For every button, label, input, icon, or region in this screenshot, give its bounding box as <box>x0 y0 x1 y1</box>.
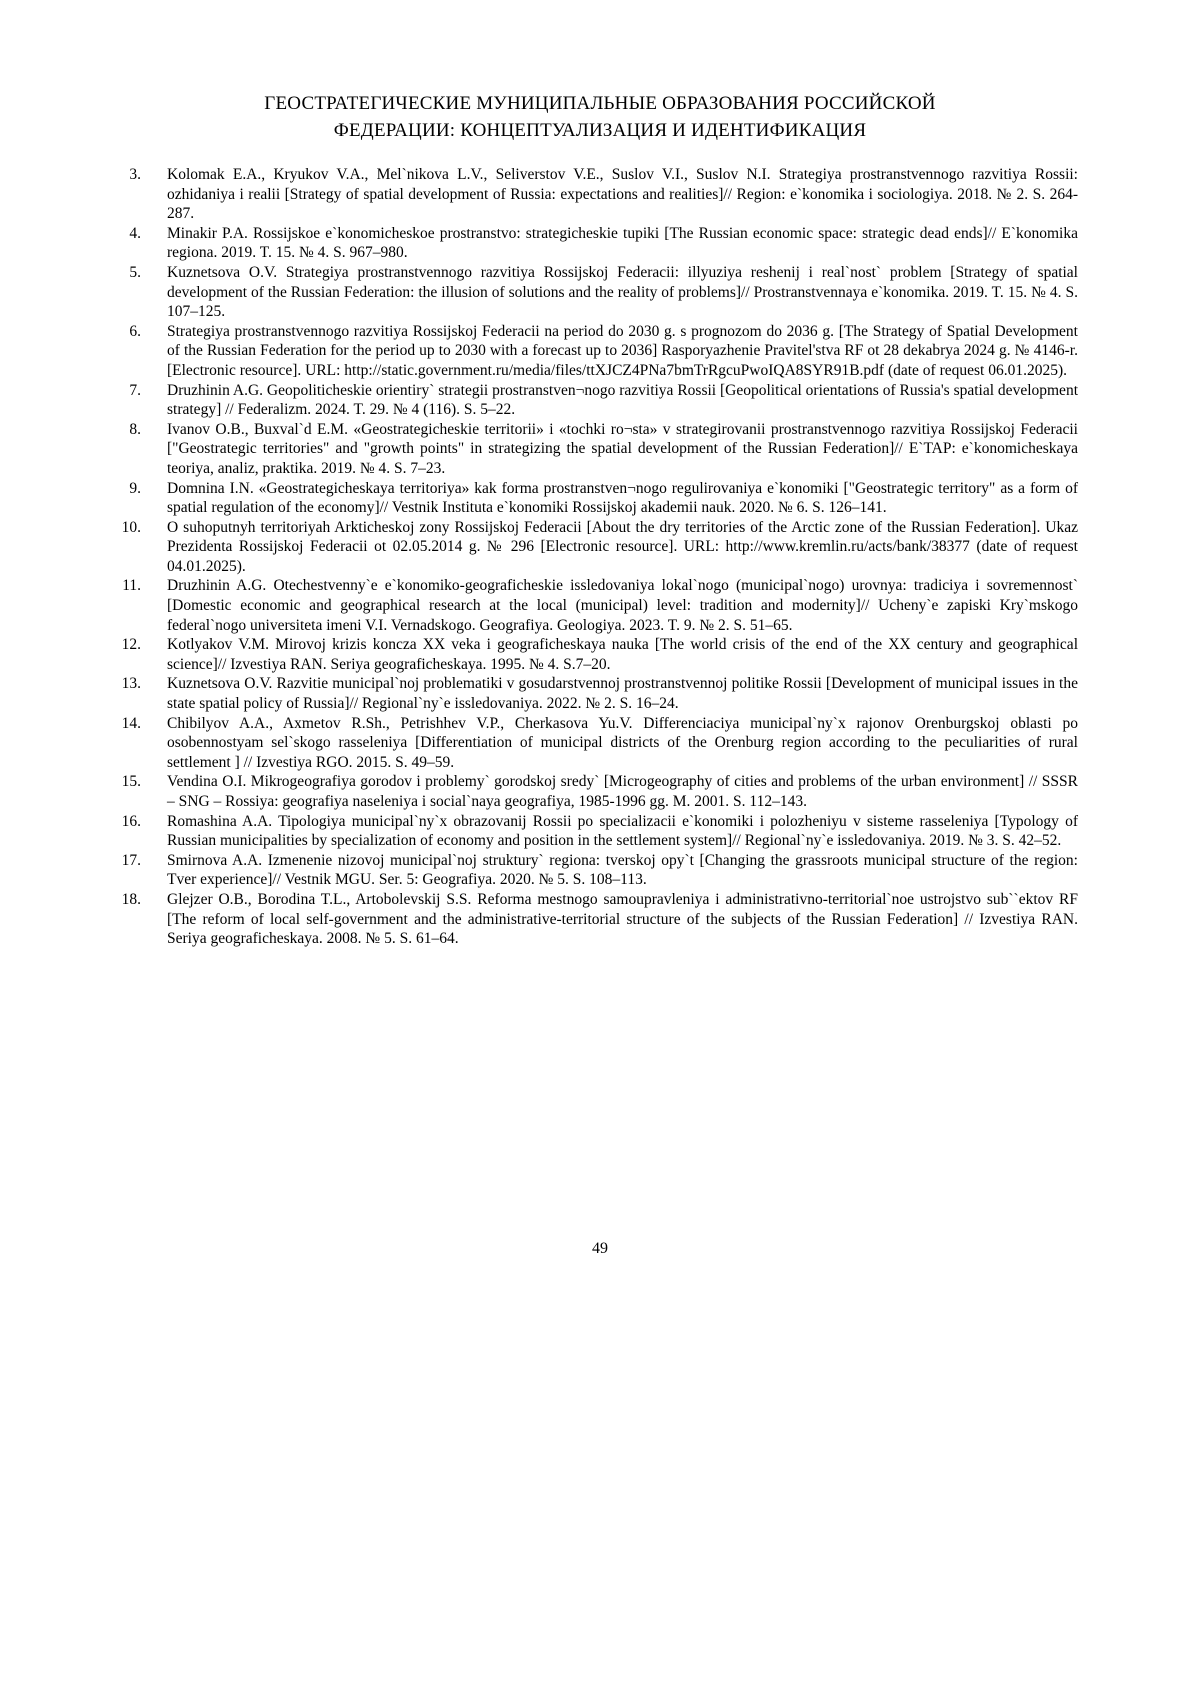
reference-item <box>120 479 1078 518</box>
reference-text: Kolomak E.A., Kryukov V.A., Mel`nikova L.V., Seliverstov V.E., Suslov V.I., Suslov N.I. Strategiya prostranstvennogo razvitiya Rossii: ozhidaniya i realii [Strategy of spatial development of Russia: expectations and realities]// Region: e`konomika i sociologiya. 2018. № 2. S. 264-287. <box>167 166 1078 223</box>
reference-text: Kuznetsova O.V. Strategiya prostranstvennogo razvitiya Rossijskoj Federacii: illyuziya reshenij i real`nost` problem [Strategy of spatial development of the Russian Federation: the illusion of solutions and the reality of problems]// Prostranstvennaya e`konomika. 2019. T. 15. № 4. S. 107–125. <box>167 263 1078 321</box>
reference-text: Romashina A.A. Tipologiya municipal`ny`x obrazovanij Rossii po specializacii e`konomiki i polozheniyu v sisteme rasseleniya [Typology of Russian municipalities by specialization of economy and position in the settlement system]// Regional`ny`e issledovaniya. 2019. № 3. S. 42–52. <box>167 812 1078 850</box>
reference-number: 4. <box>129 224 141 242</box>
reference-item <box>120 263 1078 322</box>
reference-number: 10. <box>121 518 141 536</box>
reference-text: Minakir P.A. Rossijskoe e`konomicheskoe prostranstvo: strategicheskie tupiki [The Russian economic space: strategic dead ends]// E`konomika regiona. 2019. T. 15. № 4. S. 967–980. <box>167 224 1078 262</box>
reference-number: 12. <box>121 636 141 654</box>
reference-item <box>120 576 1078 635</box>
reference-item <box>120 812 1078 851</box>
reference-number: 14. <box>121 714 141 732</box>
reference-text: Kotlyakov V.M. Mirovoj krizis koncza XX veka i geograficheskaya nauka [The world crisis of the end of the XX century and geographical science]// Izvestiya RAN. Seriya geograficheskaya. 1995. № 4. S.7–20. <box>167 636 1078 673</box>
reference-number: 6. <box>129 322 141 340</box>
paper-title-line2: ФЕДЕРАЦИИ: КОНЦЕПТУАЛИЗАЦИЯ И ИДЕНТИФИКАЦИЯ <box>333 120 867 141</box>
reference-item <box>120 635 1078 674</box>
reference-text: Vendina O.I. Mikrogeografiya gorodov i problemy` gorodskoj sredy` [Microgeography of cities and problems of the urban environment] // SSSR – SNG – Rossiya: geografiya naseleniya i social`naya geografiya, 1985-1996 gg. M. 2001. S. 112–143. <box>167 773 1078 810</box>
reference-text: Domnina I.N. «Geostrategicheskaya territoriya» kak forma prostranstven¬nogo regulirovaniya e`konomiki ["Geostrategic territory" as a form of spatial regulation of the economy]// Vestnik Instituta e`konomiki Rossijskoj akademii nauk. 2020. № 6. S. 126–141. <box>167 479 1078 517</box>
reference-number: 17. <box>121 851 141 869</box>
reference-number: 5. <box>129 263 141 281</box>
reference-text: Druzhinin A.G. Otechestvenny`e e`konomiko-geograficheskie issledovaniya lokal`nogo (municipal`nogo) urovnya: tradiciya i sovremennost` [Domestic economic and geographical research at the local (municipal) level: tradition and modernity]// Ucheny`e zapiski Kry`mskogo federal`nogo universiteta imeni V.I. Vernadskogo. Geografiya. Geologiya. 2023. T. 9. № 2. S. 51–65. <box>167 577 1078 634</box>
reference-number: 18. <box>121 890 141 908</box>
reference-item <box>120 322 1078 381</box>
reference-number: 13. <box>121 675 141 693</box>
reference-text: Chibilyov A.A., Axmetov R.Sh., Petrishhev V.P., Cherkasova Yu.V. Differenciaciya municipal`ny`x rajonov Orenburgskoj oblasti po osobennostyam sel`skogo rasseleniya [Differentiation of municipal districts of the Orenburg region according to the peculiarities of rural settlement ] // Izvestiya RGO. 2015. S. 49–59. <box>167 714 1078 771</box>
paper-title <box>0 0 1200 144</box>
reference-text: Strategiya prostranstvennogo razvitiya Rossijskoj Federacii na period do 2030 g. s prognozom do 2036 g. [The Strategy of Spatial Development of the Russian Federation for the period up to 2030 with a forecast up to 2036] Rasporyazhenie Pravitel'stva RF ot 28 dekabrya 2024 g. № 4146-r. [Electronic resource]. URL: http://static.government.ru/media/files/ttXJCZ4PNa7bmTrRgcuPwoIQA8SYR91B.pdf (date of request 06.01.2025). <box>167 322 1078 379</box>
reference-text: Glejzer O.B., Borodina T.L., Artobolevskij S.S. Reforma mestnogo samoupravleniya i administrativno-territorial`noe ustrojstvo sub``ektov RF [The reform of local self-government and the administrative-territorial structure of the subjects of the Russian Federation] // Izvestiya RAN. Seriya geograficheskaya. 2008. № 5. S. 61–64. <box>167 890 1078 948</box>
paper-title-line1: ГЕОСТРАТЕГИЧЕСКИЕ МУНИЦИПАЛЬНЫЕ ОБРАЗОВАНИЯ РОССИЙСКОЙ <box>264 93 936 114</box>
reference-number: 16. <box>121 812 141 830</box>
reference-number: 3. <box>129 166 141 183</box>
reference-number: 7. <box>129 381 141 399</box>
reference-item <box>120 420 1078 479</box>
reference-number: 15. <box>121 773 141 791</box>
reference-item <box>120 772 1078 811</box>
reference-item <box>120 851 1078 890</box>
reference-item <box>120 224 1078 263</box>
reference-text: Smirnova A.A. Izmenenie nizovoj municipal`noj struktury` regiona: tverskoj opy`t [Changing the grassroots municipal structure of the region: Tver experience]// Vestnik MGU. Ser. 5: Geografiya. 2020. № 5. S. 108–113. <box>167 851 1078 889</box>
reference-text: O suhoputnyh territoriyah Arkticheskoj zony Rossijskoj Federacii [About the dry territories of the Arctic zone of the Russian Federation]. Ukaz Prezidenta Rossijskoj Federacii ot 02.05.2014 g. № 296 [Electronic resource]. URL: http://www.kremlin.ru/acts/bank/38377 (date of request 04.01.2025). <box>167 518 1078 575</box>
reference-item <box>120 518 1078 577</box>
reference-text: Druzhinin A.G. Geopoliticheskie orientiry` strategii prostranstven¬nogo razvitiya Rossii [Geopolitical orientations of Russia's spatial development strategy] // Federalizm. 2024. T. 29. № 4 (116). S. 5–22. <box>167 381 1078 419</box>
reference-number: 8. <box>129 420 141 438</box>
reference-list <box>120 165 1078 949</box>
reference-item <box>120 890 1078 949</box>
page-number: 49 <box>592 1240 608 1257</box>
reference-item <box>120 674 1078 713</box>
reference-item <box>120 165 1078 224</box>
reference-item <box>120 714 1078 773</box>
reference-item <box>120 381 1078 420</box>
reference-number: 9. <box>129 479 141 497</box>
reference-text: Kuznetsova O.V. Razvitie municipal`noj problematiki v gosudarstvennoj prostranstvennoj politike Rossii [Development of municipal issues in the state spatial policy of Russia]// Regional`ny`e issledovaniya. 2022. № 2. S. 16–24. <box>167 675 1078 713</box>
reference-number: 11. <box>122 577 141 595</box>
reference-text: Ivanov O.B., Buxval`d E.M. «Geostrategicheskie territorii» i «tochki ro¬sta» v strategirovanii prostranstvennogo razvitiya Rossijskoj Federacii ["Geostrategic territories" and "growth points" in strategizing the spatial development of the Russian Federation]// E`TAP: e`konomicheskaya teoriya, analiz, praktika. 2019. № 4. S. 7–23. <box>167 420 1078 477</box>
